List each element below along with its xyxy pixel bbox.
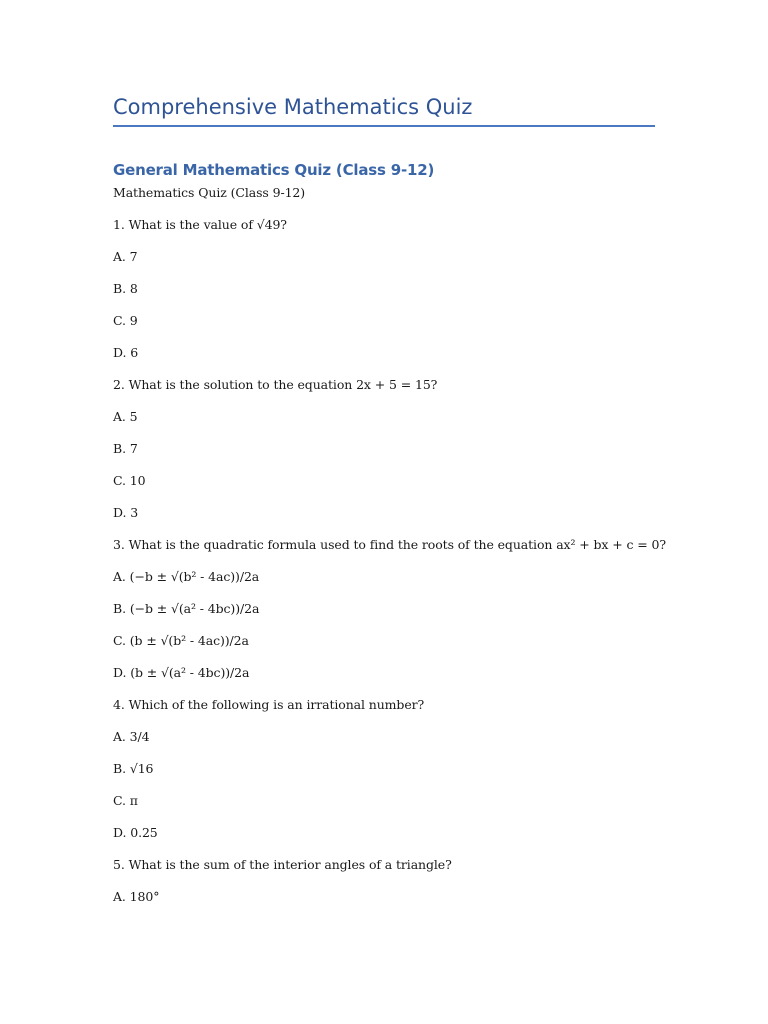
answer-option: C. 9 xyxy=(113,313,138,328)
answer-option: D. (b ± √(a² - 4bc))/2a xyxy=(113,665,250,680)
question-text: 4. Which of the following is an irrational number? xyxy=(113,697,425,712)
document-title: Comprehensive Mathematics Quiz xyxy=(113,95,473,119)
answer-option: D. 0.25 xyxy=(113,825,158,840)
answer-option: A. 3/4 xyxy=(113,729,150,744)
answer-option: B. 8 xyxy=(113,281,138,296)
question-block-2 xyxy=(113,376,655,522)
question-block-3 xyxy=(113,536,666,682)
answer-option: B. (−b ± √(a² - 4bc))/2a xyxy=(113,601,260,616)
question-block-5 xyxy=(113,856,655,906)
answer-option: C. (b ± √(b² - 4ac))/2a xyxy=(113,633,249,648)
question-text: 1. What is the value of √49? xyxy=(113,217,287,232)
answer-option: A. 180° xyxy=(113,889,160,904)
quiz-content xyxy=(113,184,666,920)
title-underline xyxy=(113,125,655,127)
answer-option: D. 6 xyxy=(113,345,139,360)
answer-option: C. π xyxy=(113,793,138,808)
answer-option: A. 5 xyxy=(113,409,138,424)
quiz-subtitle: Mathematics Quiz (Class 9-12) xyxy=(113,185,306,200)
answer-option: B. √16 xyxy=(113,761,154,776)
question-block-1 xyxy=(113,216,655,362)
answer-option: A. 7 xyxy=(113,249,138,264)
answer-option: B. 7 xyxy=(113,441,138,456)
question-text: 5. What is the sum of the interior angles of a triangle? xyxy=(113,857,452,872)
answer-option: D. 3 xyxy=(113,505,139,520)
answer-option: A. (−b ± √(b² - 4ac))/2a xyxy=(113,569,260,584)
section-heading: General Mathematics Quiz (Class 9-12) xyxy=(113,161,435,179)
question-block-4 xyxy=(113,696,655,842)
question-text: 3. What is the quadratic formula used to find the roots of the equation ax² + bx + c = 0? xyxy=(113,537,666,552)
question-text: 2. What is the solution to the equation 2x + 5 = 15? xyxy=(113,377,438,392)
answer-option: C. 10 xyxy=(113,473,146,488)
